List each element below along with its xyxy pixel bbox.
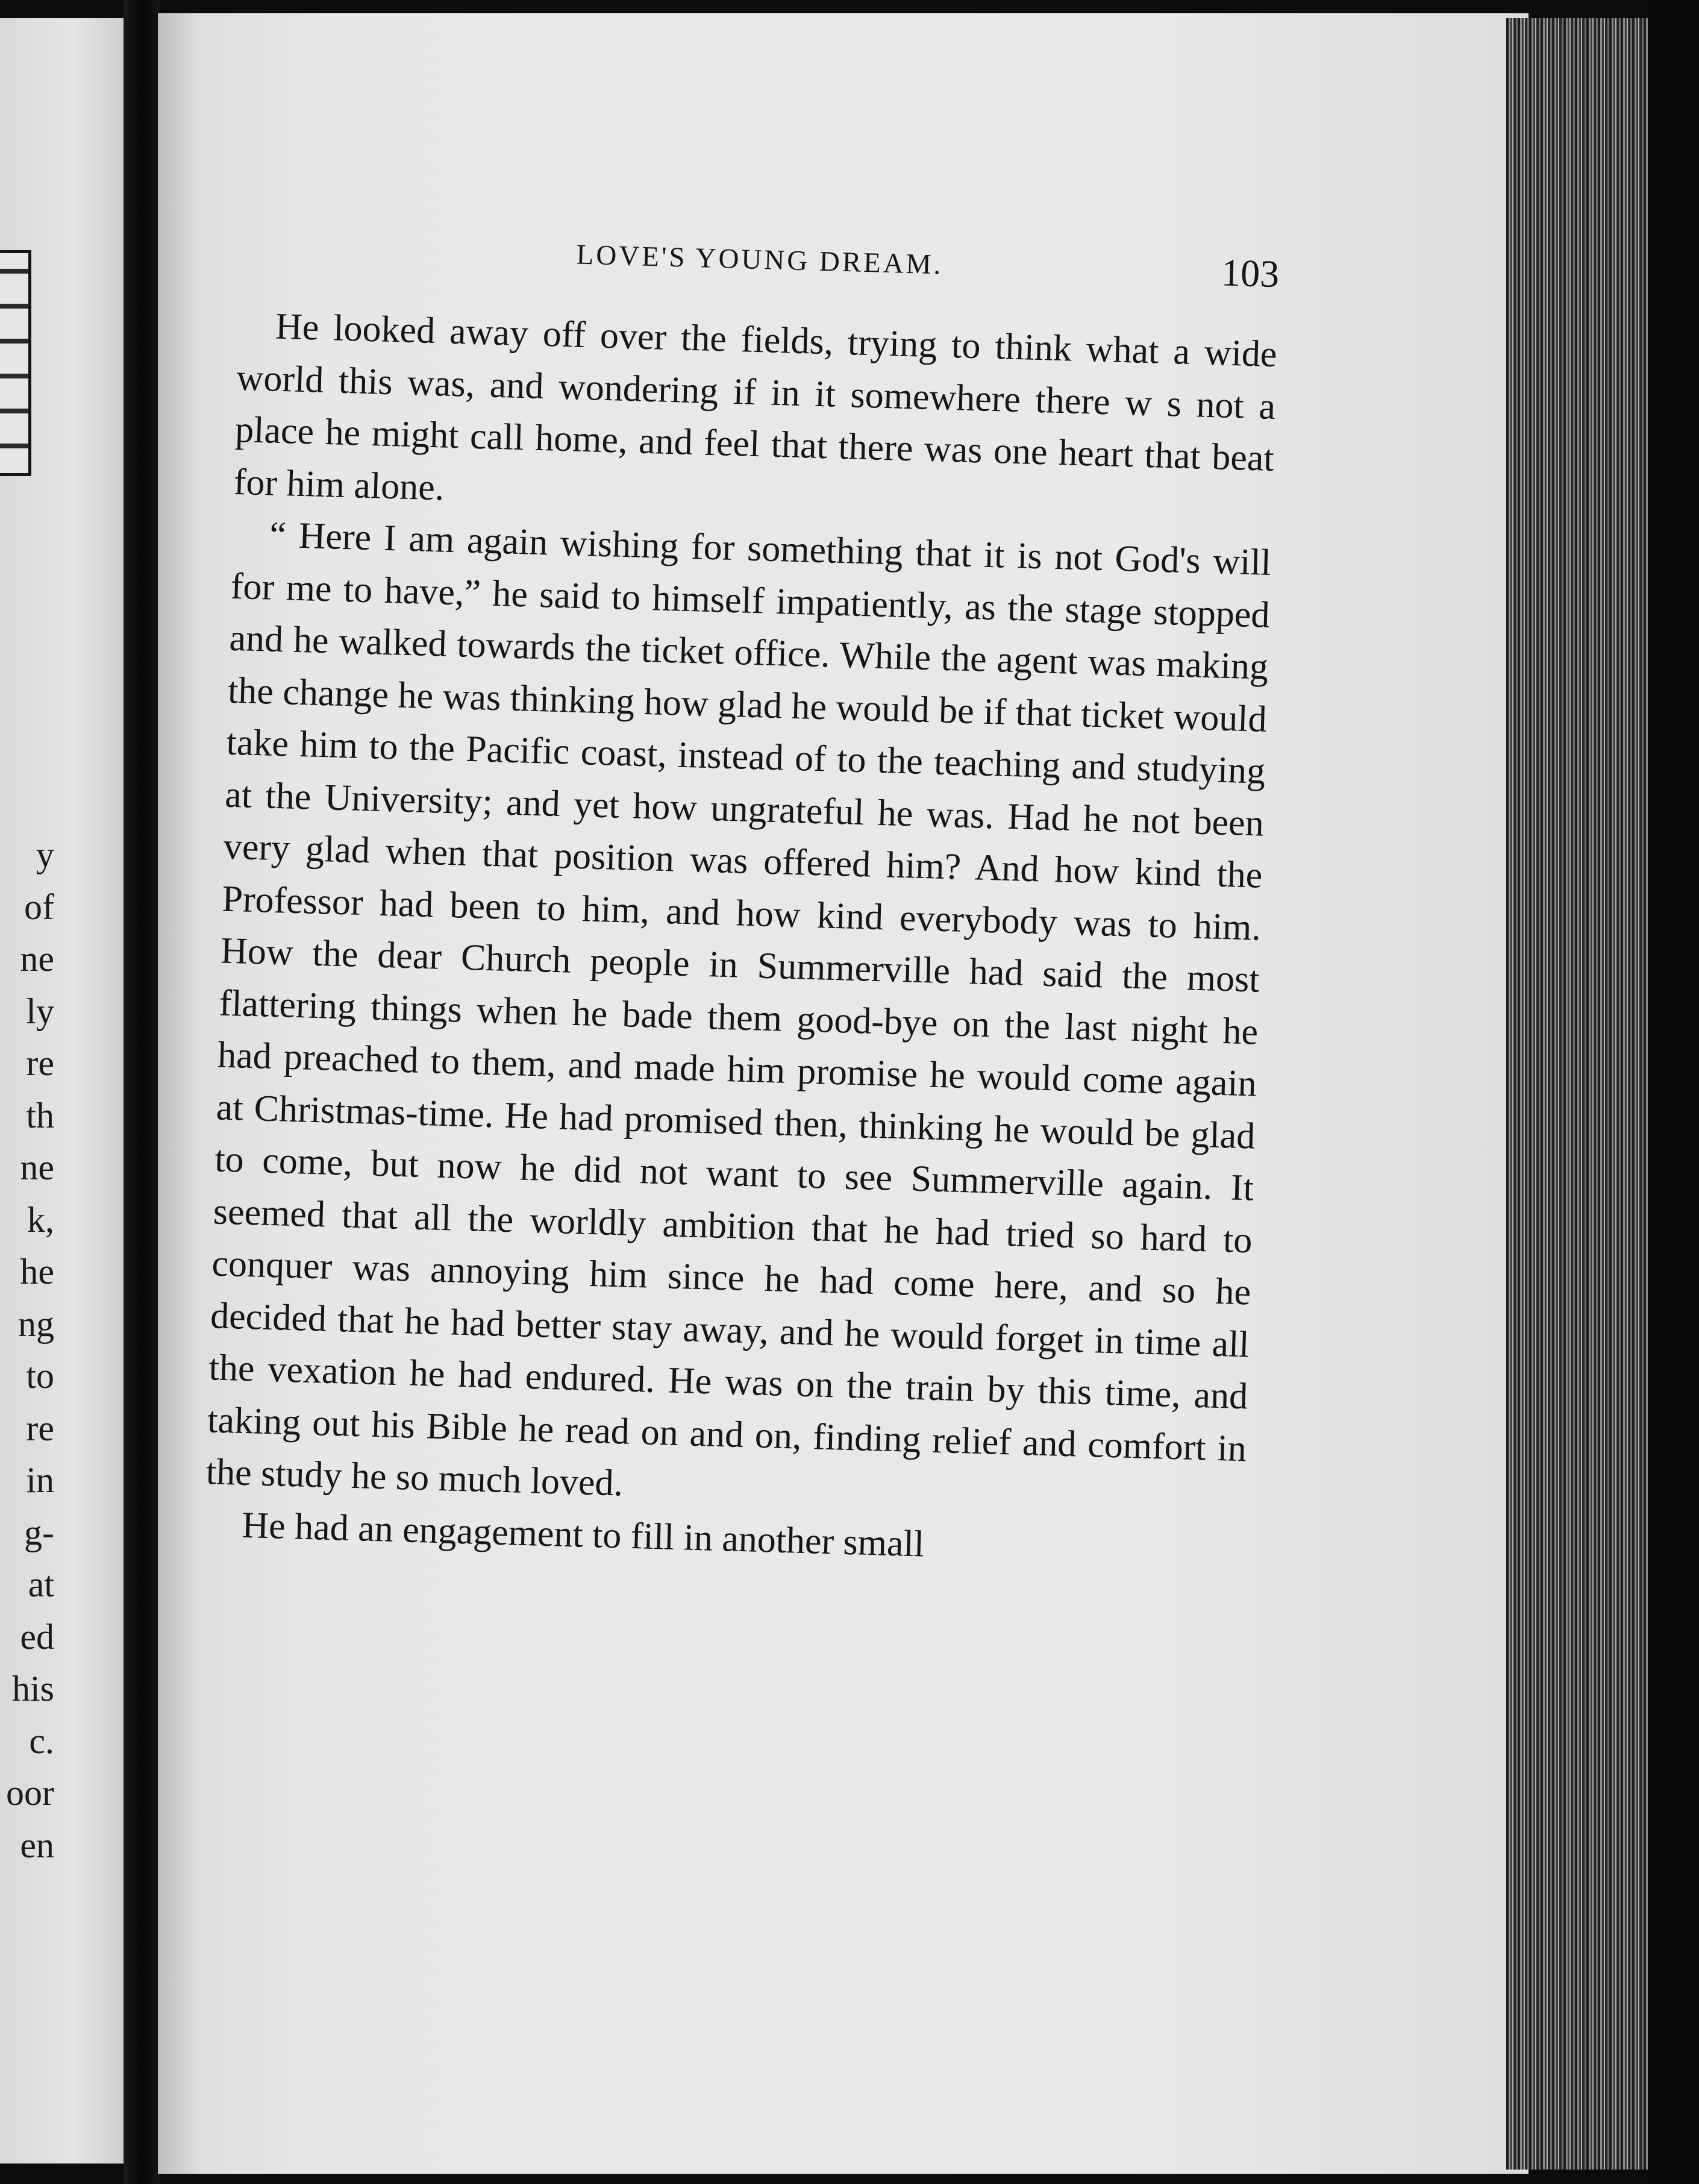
text-fragment: ed bbox=[20, 1616, 54, 1657]
text-fragment: ly bbox=[26, 991, 54, 1031]
paragraph: He looked away off over the fields, trying to think what a wide world this was, and wondering if in it somewhere there w s not a place he might call home, and feel that there was one heart that beat for him alone. bbox=[233, 306, 1278, 509]
text-fragment: c. bbox=[29, 1721, 54, 1761]
text-fragment: of bbox=[24, 886, 54, 927]
text-fragment: at bbox=[28, 1564, 54, 1604]
text-fragment: re bbox=[26, 1043, 54, 1083]
text-fragment: k, bbox=[27, 1199, 54, 1240]
page-body bbox=[204, 221, 1280, 1579]
running-header-title: LOVE'S YOUNG DREAM. bbox=[576, 239, 944, 281]
text-fragment: oor bbox=[6, 1773, 54, 1813]
text-fragment: to bbox=[26, 1356, 54, 1396]
previous-page bbox=[0, 18, 124, 2164]
page-ornament bbox=[0, 250, 31, 476]
paragraph: “ Here I am again wishing for something that it is not God's will for me to have,” he said to himself impatiently, as the stage stopped and he walked towards the ticket office. While the agent was making the change he was thinking how glad he would be if that ticket would take him to the Pacific coast, instead of to the teaching and studying at the University; and yet how ungrateful he was. Had he not been very glad when that position was offered him? And how kind the Professor had been to him, and how kind everybody was to him. How the dear Church people in Summerville had said the most flattering things when he bade them good-bye on the last night he had preached to them, and made him promise he would come again at Christmas-time. He had promised then, thinking he would be glad to come, but now he did not want to see Summerville again. It seemed that all the worldly ambition that he had tried so hard to conquer was annoying him since he had come here, and so he decided that he had better stay away, and he would forget in time all the vexation he had endured. He was on the train by this time, and taking out his Bible he read on and on, finding relief and comfort in the study he so much loved. bbox=[205, 514, 1272, 1504]
book-fore-edge bbox=[1506, 18, 1648, 2170]
text-fragment: en bbox=[20, 1825, 54, 1865]
page-number: 103 bbox=[1221, 251, 1280, 296]
previous-page-text-fragments bbox=[0, 829, 120, 1871]
text-fragment: in bbox=[26, 1460, 54, 1500]
text-fragment: ne bbox=[20, 939, 54, 979]
text-fragment: re bbox=[26, 1408, 54, 1448]
text-fragment: ng bbox=[18, 1304, 54, 1344]
paragraph: He had an engagement to fill in another small bbox=[241, 1504, 925, 1565]
text-fragment: his bbox=[11, 1669, 54, 1709]
scan-edge-shadow bbox=[1648, 0, 1699, 2184]
text-fragment: y bbox=[36, 835, 54, 874]
text-fragment: he bbox=[20, 1252, 54, 1291]
text-fragment: g- bbox=[24, 1512, 54, 1552]
text-fragment: th bbox=[26, 1095, 54, 1135]
running-header bbox=[240, 221, 1280, 298]
book-gutter bbox=[124, 0, 160, 2184]
current-page bbox=[158, 13, 1528, 2174]
text-fragment: ne bbox=[20, 1147, 54, 1187]
